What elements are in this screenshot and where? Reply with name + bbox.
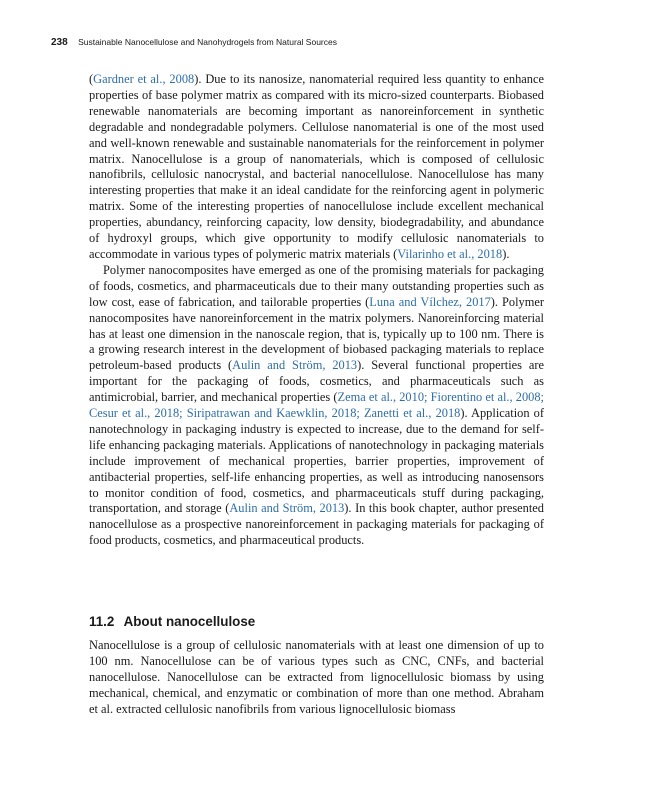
paragraph-text: ). <box>502 246 510 261</box>
paragraph-text: ). Application of nanotechnology in packaging industry is expected to increase, due to the demand for self-life enhancing packaging materials. Applications of nanotechnology in packaging materials include improvement of mechanical properties, barrier properties, improvement of antibacterial properties, self-life enhancing properties, as well as introducing nanosensors to monitor condition of food, cosmetics, and pharmaceuticals stuff during packaging, transportation, and storage ( <box>89 406 544 516</box>
section-body <box>89 638 544 718</box>
citation-link[interactable]: Vilarinho et al., 2018 <box>397 246 503 261</box>
body-column <box>89 72 544 549</box>
running-title: Sustainable Nanocellulose and Nanohydrogels from Natural Sources <box>78 37 337 47</box>
paragraph-1 <box>89 72 544 263</box>
citation-link[interactable]: Luna and Vílchez, 2017 <box>369 294 491 309</box>
section-heading <box>89 614 255 629</box>
section-number: 11.2 <box>89 614 115 629</box>
paragraph-2 <box>89 263 544 549</box>
paragraph-text: ). Several functional properties are important for the packaging of foods, cosmetics, and pharmaceuticals such as antimicrobial, barrier, and mechanical properties ( <box>89 358 544 405</box>
paragraph-text: ). In this book chapter, author presented nanocellulose as a prospective nanoreinforcement in packaging materials for packaging of food products, cosmetics, and pharmaceutical products. <box>89 501 544 548</box>
paragraph-text: ( <box>89 72 94 86</box>
paragraph-3 <box>89 638 544 718</box>
citation-link[interactable]: Aulin and Ström, 2013 <box>232 358 358 373</box>
paragraph-text: ). Polymer nanocomposites have nanoreinforcement in the matrix polymers. Nanoreinforcing material has at least one dimension in the nanoscale region, that is, typically up to 100 nm. There is a growing research interest in the development of biobased packaging materials to replace petroleum-based products ( <box>89 294 544 373</box>
running-header <box>51 37 337 48</box>
section-title: About nanocellulose <box>123 614 256 629</box>
paragraph-text: Nanocellulose is a group of cellulosic nanomaterials with at least one dimension of up to 100 nm. Nanocellulose can be of various types such as CNC, CNFs, and bacterial nanocellulose. Nanocellulose can be extracted from lignocellulosic biomass by using mechanical, chemical, and enzymatic or combination of more than one method. Abraham et al. extracted cellulosic nanofibrils from various lignocellulosic biomass <box>89 638 544 716</box>
citation-link[interactable]: Zema et al., 2010; Fiorentino et al., 2008; Cesur et al., 2018; Siripatrawan and Kaewklin, 2018; Zanetti et al., 2018 <box>89 390 544 421</box>
citation-link[interactable]: Gardner et al., 2008 <box>93 72 195 86</box>
paragraph-text: ). Due to its nanosize, nanomaterial required less quantity to enhance properties of base polymer matrix as compared with its micro-sized counterparts. Biobased renewable nanomaterials are becoming important as nanoreinforcement in synthetic degradable and nondegradable polymers. Cellulose nanomaterial is one of the most used and well-known renewable and sustainable nanomaterials for the reinforcement in polymer matrix. Nanocellulose is a group of nanomaterials, which is composed of cellulosic nanofibrils, cellulosic nanocrystal, and bacterial nanocellulose. Nanocellulose has many interesting properties that make it an ideal candidate for the reinforcing agent in polymeric matrix. Some of the interesting properties of nanocellulose include excellent mechanical properties, abundancy, reinforcing capacity, low density, biodegradability, and abundance of hydroxyl groups, which give opportunity to modify cellulosic nanomaterials to accommodate in various types of polymeric matrix materials ( <box>89 72 544 261</box>
paragraph-text: Polymer nanocomposites have emerged as one of the promising materials for packaging of foods, cosmetics, and pharmaceuticals due to their many outstanding properties such as low cost, ease of fabrication, and tailorable properties ( <box>89 262 544 309</box>
page-number: 238 <box>51 37 68 48</box>
citation-link[interactable]: Aulin and Ström, 2013 <box>229 501 345 516</box>
